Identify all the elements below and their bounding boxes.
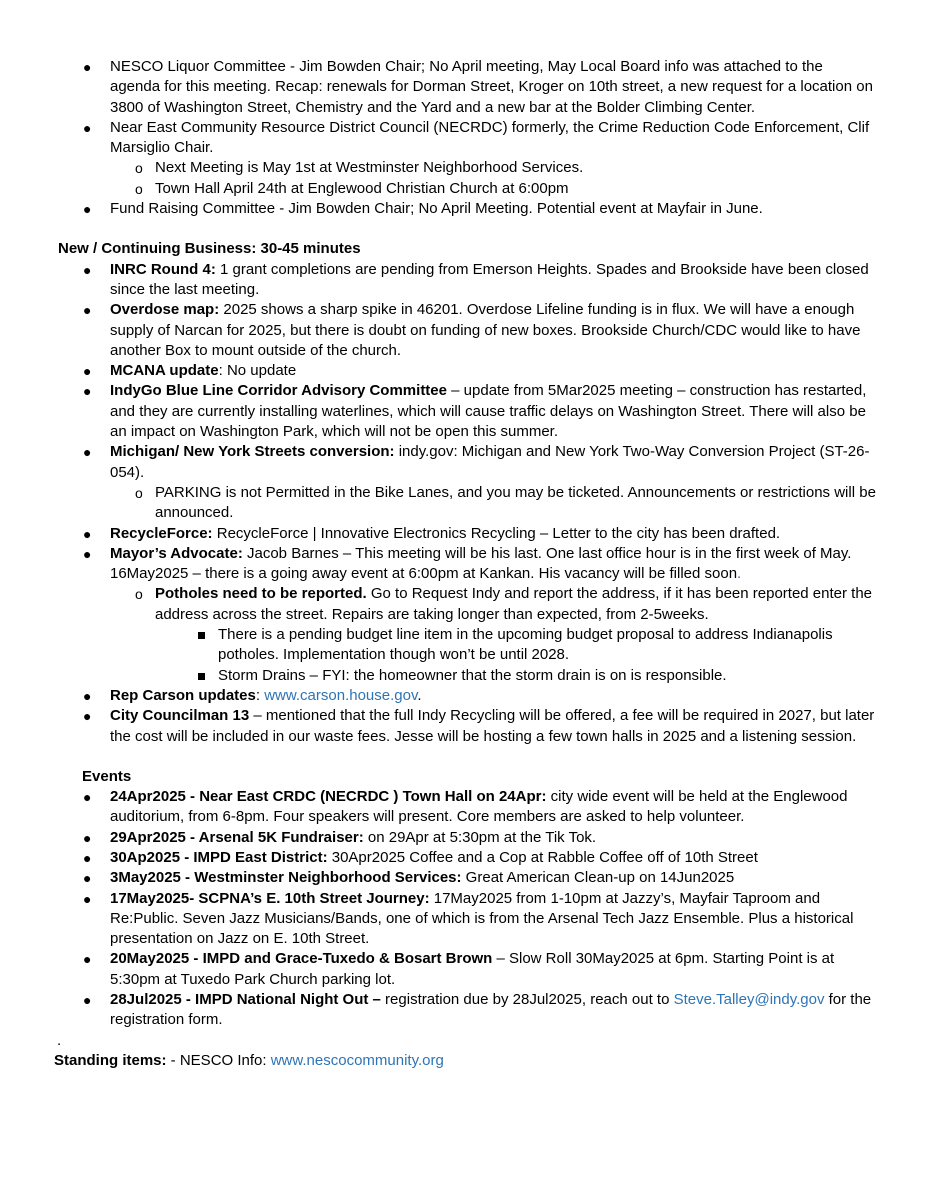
email-link[interactable]: Steve.Talley@indy.gov <box>673 991 825 1009</box>
subitem-label: Potholes need to be reported. <box>155 585 367 603</box>
item-label: RecycleForce: <box>110 524 213 542</box>
circle-bullet-icon: o <box>135 586 143 603</box>
list-item <box>0 442 927 483</box>
list-item <box>0 158 927 178</box>
list-item <box>0 300 927 361</box>
list-item <box>0 483 927 524</box>
event-label: 3May2025 - Westminster Neighborhood Services: <box>110 869 462 887</box>
bullet-icon: ● <box>83 870 92 887</box>
square-bullet-icon <box>198 632 205 639</box>
bullet-icon: ● <box>83 951 92 968</box>
list-item <box>0 361 927 381</box>
bullet-icon: ● <box>83 890 92 907</box>
event-label: 28Jul2025 - IMPD National Night Out – <box>110 991 381 1009</box>
subitem-text: Town Hall April 24th at Englewood Christian Church at 6:00pm <box>155 179 569 197</box>
bullet-icon: ● <box>83 302 92 319</box>
bullet-icon: ● <box>83 789 92 806</box>
subitem-text: Go to Request Indy and report the address, if it has been reported enter the address across the street. Repairs are taking longer than expected, from 2-5weeks. <box>155 585 873 623</box>
event-text: registration due by 28Jul2025, reach out to <box>380 991 674 1009</box>
list-item <box>0 260 927 301</box>
item-text: RecycleForce | Innovative Electronics Recycling – Letter to the city has been drafted. <box>212 524 781 542</box>
business-heading: New / Continuing Business: 30-45 minutes <box>58 240 361 258</box>
bullet-icon: ● <box>83 119 92 136</box>
item-text: : No update <box>218 362 297 380</box>
subitem-text: PARKING is not Permitted in the Bike Lanes, and you may be ticketed. Announcements or restrictions will be announced. <box>155 483 876 522</box>
list-item <box>0 524 927 544</box>
item-label: INRC Round 4: <box>110 260 216 278</box>
events-list <box>0 787 927 1031</box>
list-item <box>0 787 927 828</box>
nesco-link[interactable]: www.nescocommunity.org <box>270 1051 444 1069</box>
item-text: Jacob Barnes – This meeting will be his last. One last office hour is in the first week of May. 16May2025 – there is a going away event at 6:00pm at Kankan. His vacancy will be filled soon <box>110 544 852 583</box>
list-item <box>0 686 927 706</box>
bullet-icon: ● <box>83 992 92 1009</box>
bullet-icon: ● <box>83 363 92 380</box>
list-item <box>0 179 927 199</box>
item-label: Michigan/ New York Streets conversion: <box>110 443 395 461</box>
list-item <box>0 848 927 868</box>
list-item <box>0 889 927 950</box>
bullet-icon: ● <box>83 59 92 75</box>
item-text: : <box>255 686 265 704</box>
business-list <box>0 260 927 747</box>
item-text: indy.gov: Michigan and New York Two-Way Conversion Project (ST-26-054). <box>110 443 870 481</box>
list-item <box>0 666 927 686</box>
item-label: City Councilman 13 <box>110 707 250 725</box>
event-label: 20May2025 - IMPD and Grace-Tuxedo & Bosart Brown <box>110 950 493 968</box>
event-label: 29Apr2025 - Arsenal 5K Fundraiser: <box>110 828 364 846</box>
carson-link[interactable]: www.carson.house.gov <box>264 686 418 704</box>
list-item <box>0 544 927 585</box>
item-text: – mentioned that the full Indy Recycling will be offered, a fee will be required in 2027, but later the cost will be included in our waste fees. Jesse will be hosting a few town halls in 2025 and a listening session. <box>110 707 875 745</box>
item-label: Overdose map: <box>110 301 220 319</box>
item-label: Mayor’s Advocate: <box>110 544 243 562</box>
item-text-after: . <box>417 686 422 704</box>
item-text-end: . <box>737 565 742 583</box>
circle-bullet-icon: o <box>135 484 143 501</box>
list-item <box>0 949 927 990</box>
bullet-icon: ● <box>83 525 92 542</box>
bullet-icon: ● <box>83 708 92 725</box>
item-text: 1 grant completions are pending from Emerson Heights. Spades and Brookside have been closed since the last meeting. <box>110 260 869 298</box>
item-text: – update from 5Mar2025 meeting – construction has restarted, and they are currently installing waterlines, which will cause traffic delays on Washington Street. There will also be an impact on Washington Park, which will not be open this summer. <box>110 382 867 441</box>
event-text: – Slow Roll 30May2025 at 6pm. Starting Point is at 5:30pm at Tuxedo Park Church parking lot. <box>110 950 835 988</box>
bullet-icon: ● <box>83 545 92 562</box>
event-label: 24Apr2025 - Near East CRDC (NECRDC ) Town Hall on 24Apr: <box>110 788 547 806</box>
events-heading: Events <box>82 767 132 785</box>
bullet-icon: ● <box>83 687 92 704</box>
event-text: on 29Apr at 5:30pm at the Tik Tok. <box>363 828 597 846</box>
event-text-after: for the registration form. <box>110 991 872 1029</box>
bullet-icon: ● <box>83 444 92 461</box>
item-label: IndyGo Blue Line Corridor Advisory Committee <box>110 382 447 400</box>
list-item <box>0 706 927 747</box>
circle-bullet-icon: o <box>135 180 143 197</box>
event-text: Great American Clean-up on 14Jun2025 <box>461 869 735 887</box>
list-item <box>0 990 927 1031</box>
standing-items <box>0 1051 927 1071</box>
standing-label: Standing items: <box>54 1051 167 1069</box>
event-text: 17May2025 from 1-10pm at Jazzy’s, Mayfair Taproom and Re:Public. Seven Jazz Musicians/Bands, one of which is from the Arsenal Tech Jazz Ensemble. Plus a historical presentation on Jazz on E. 10th Street. <box>110 889 854 948</box>
committee-text: Near East Community Resource District Council (NECRDC) formerly, the Crime Reduction Code Enforcement, Clif Marsiglio Chair. <box>110 118 870 157</box>
committee-text: Fund Raising Committee - Jim Bowden Chair; No April Meeting. Potential event at Mayfair in June. <box>110 200 763 218</box>
list-item <box>0 199 927 219</box>
list-item <box>0 828 927 848</box>
event-text: city wide event will be held at the Englewood auditorium, from 6-8pm. Four speakers will present. Core members are asked to help volunteer. <box>110 788 848 826</box>
list-item <box>0 57 927 118</box>
square-bullet-icon <box>198 673 205 680</box>
item-label: MCANA update <box>110 362 219 380</box>
list-item <box>0 118 927 159</box>
bullet-icon: ● <box>83 849 92 866</box>
bullet-icon: ● <box>83 829 92 846</box>
item-label: Rep Carson updates <box>110 686 256 704</box>
standing-text: - NESCO Info: <box>166 1051 271 1069</box>
item-text: 2025 shows a sharp spike in 46201. Overdose Lifeline funding is in flux. We will have a enough supply of Narcan for 2025, but there is doubt on funding of new boxes. Brookside Church/CDC would like to have another Box to mount outside of the church. <box>110 301 861 359</box>
bullet-icon: ● <box>83 261 92 278</box>
committee-text: NESCO Liquor Committee - Jim Bowden Chair; No April meeting, May Local Board info was attached to the agenda for this meeting. Recap: renewals for Dorman Street, Kroger on 10th street, a new request for a location on 3800 of Washington Street, Chemistry and the Yard and a new bar at the Bolder Climbing Center. <box>110 58 873 116</box>
event-text: 30Apr2025 Coffee and a Cop at Rabble Coffee off of 10th Street <box>327 848 758 866</box>
subitem-text: Next Meeting is May 1st at Westminster Neighborhood Services. <box>155 159 584 177</box>
stray-dot: . <box>57 1031 62 1049</box>
list-item <box>0 381 927 442</box>
subsubitem-text: Storm Drains – FYI: the homeowner that the storm drain is on is responsible. <box>218 666 727 684</box>
event-label: 17May2025- SCPNA’s E. 10th Street Journey: <box>110 889 430 907</box>
bullet-icon: ● <box>83 383 92 400</box>
list-item <box>0 584 927 625</box>
subsubitem-text: There is a pending budget line item in the upcoming budget proposal to address Indianapolis potholes. Implementation though won’t be until 2028. <box>218 626 833 664</box>
list-item <box>0 868 927 888</box>
list-item <box>0 625 927 666</box>
committee-list <box>0 57 927 219</box>
event-label: 30Ap2025 - IMPD East District: <box>110 848 328 866</box>
circle-bullet-icon: o <box>135 160 143 177</box>
bullet-icon: ● <box>83 201 92 218</box>
